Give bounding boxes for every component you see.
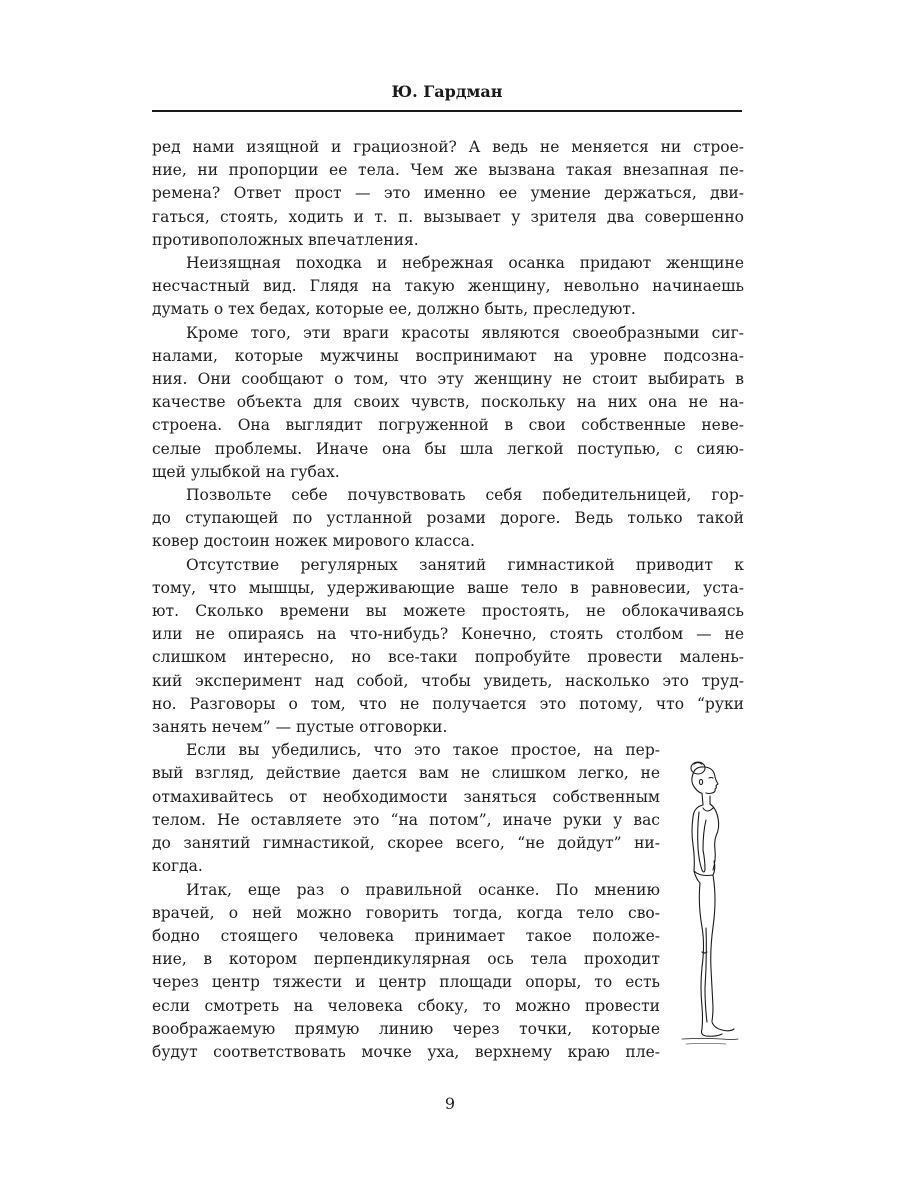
- text-line: гаться, стоять, ходить и т. п. вызывает у зрителя два совершенно: [152, 207, 744, 226]
- paragraph-2: [152, 252, 744, 322]
- text-line: до ступающей по устланной розами дороге. Ведь только такой: [152, 509, 744, 528]
- text-line: слишком интересно, но все-таки попробуйте провести малень-: [152, 648, 744, 667]
- text-line: Отсутствие регулярных занятий гимнастикой приводит к: [186, 555, 744, 574]
- text-line: будут соответствовать мочке уха, верхнему краю пле-: [152, 1042, 660, 1061]
- text-line: тому, что мышцы, удерживающие ваше тело в равновесии, уста-: [152, 578, 744, 597]
- header-rule: [152, 110, 742, 112]
- body-text: [152, 136, 744, 1064]
- text-line: занять нечем” — пустые отговорки.: [152, 718, 448, 737]
- text-line: ремена? Ответ прост — это именно ее умение держаться, дви-: [152, 184, 744, 203]
- text-line: ние, ни пропорции ее тела. Чем же вызвана такая внезапная пе-: [152, 161, 744, 180]
- text-line: Итак, еще раз о правильной осанке. По мнению: [186, 880, 660, 899]
- text-line: ние, в котором перпендикулярная ось тела проходит: [152, 950, 660, 969]
- text-line: кий эксперимент над собой, чтобы увидеть, насколько это труд-: [152, 671, 744, 690]
- text-line: или не опираясь на что-нибудь? Конечно, стоять столбом — не: [152, 625, 744, 644]
- text-line: несчастный вид. Глядя на такую женщину, невольно начинаешь: [152, 277, 744, 296]
- text-line: но. Разговоры о том, что не получается это потому, что “руки: [152, 694, 744, 713]
- text-line: ковер достоин ножек мирового класса.: [152, 532, 475, 551]
- paragraph-7: [152, 879, 744, 1065]
- running-header: [152, 80, 742, 110]
- text-line: врачей, о ней можно говорить тогда, когда тело сво-: [152, 903, 660, 922]
- paragraph-5: [152, 554, 744, 740]
- text-line: Неизящная походка и небрежная осанка придают женщине: [186, 254, 744, 273]
- text-line: налами, которые мужчины воспринимают на уровне подсозна-: [152, 346, 744, 365]
- standing-woman-figure: [676, 752, 742, 1058]
- paragraph-6: [152, 739, 744, 878]
- text-line: строена. Она выглядит погруженной в свои собственные неве-: [152, 416, 744, 435]
- paragraph-3: [152, 322, 744, 484]
- text-line: вый взгляд, действие дается вам не слишком легко, не: [152, 764, 660, 783]
- text-line: Если вы убедились, что это такое простое, на пер-: [186, 741, 660, 760]
- page-number: 9: [444, 1094, 456, 1113]
- text-line: качестве объекта для своих чувств, поскольку на них она не на-: [152, 393, 744, 412]
- text-line: отмахивайтесь от необходимости заняться собственным: [152, 787, 660, 806]
- header-author: Ю. Гардман: [391, 82, 503, 101]
- paragraph-1: [152, 136, 744, 252]
- text-line: Позвольте себе почувствовать себя победительницей, гор-: [186, 486, 744, 505]
- text-line: ред нами изящной и грациозной? А ведь не меняется ни строе-: [152, 138, 744, 156]
- text-line: думать о тех бедах, которые ее, должно быть, преследуют.: [152, 300, 636, 319]
- paragraph-4: [152, 484, 744, 554]
- text-line: когда.: [152, 857, 203, 876]
- text-line: Кроме того, эти враги красоты являются своеобразными сиг-: [186, 323, 744, 342]
- text-line: ния. Они сообщают о том, что эту женщину не стоит выбирать в: [152, 370, 744, 389]
- text-line: если смотреть на человека сбоку, то можно провести: [152, 996, 660, 1015]
- text-line: бодно стоящего человека принимает такое положе-: [152, 926, 660, 945]
- text-line: селые проблемы. Иначе она бы шла легкой поступью, с сияю-: [152, 439, 744, 458]
- text-line: через центр тяжести и центр площади опоры, то есть: [152, 973, 660, 992]
- text-line: щей улыбкой на губах.: [152, 462, 340, 481]
- standing-woman-icon: [676, 752, 742, 1058]
- text-line: противоположных впечатления.: [152, 230, 419, 249]
- text-line: до занятий гимнастикой, скорее всего, “не дойдут” ни-: [152, 834, 660, 853]
- text-line: воображаемую прямую линию через точки, которые: [152, 1019, 660, 1038]
- text-line: ют. Сколько времени вы можете простоять, не облокачиваясь: [152, 602, 744, 621]
- text-line: телом. Не оставляете это “на потом”, иначе руки у вас: [152, 810, 660, 829]
